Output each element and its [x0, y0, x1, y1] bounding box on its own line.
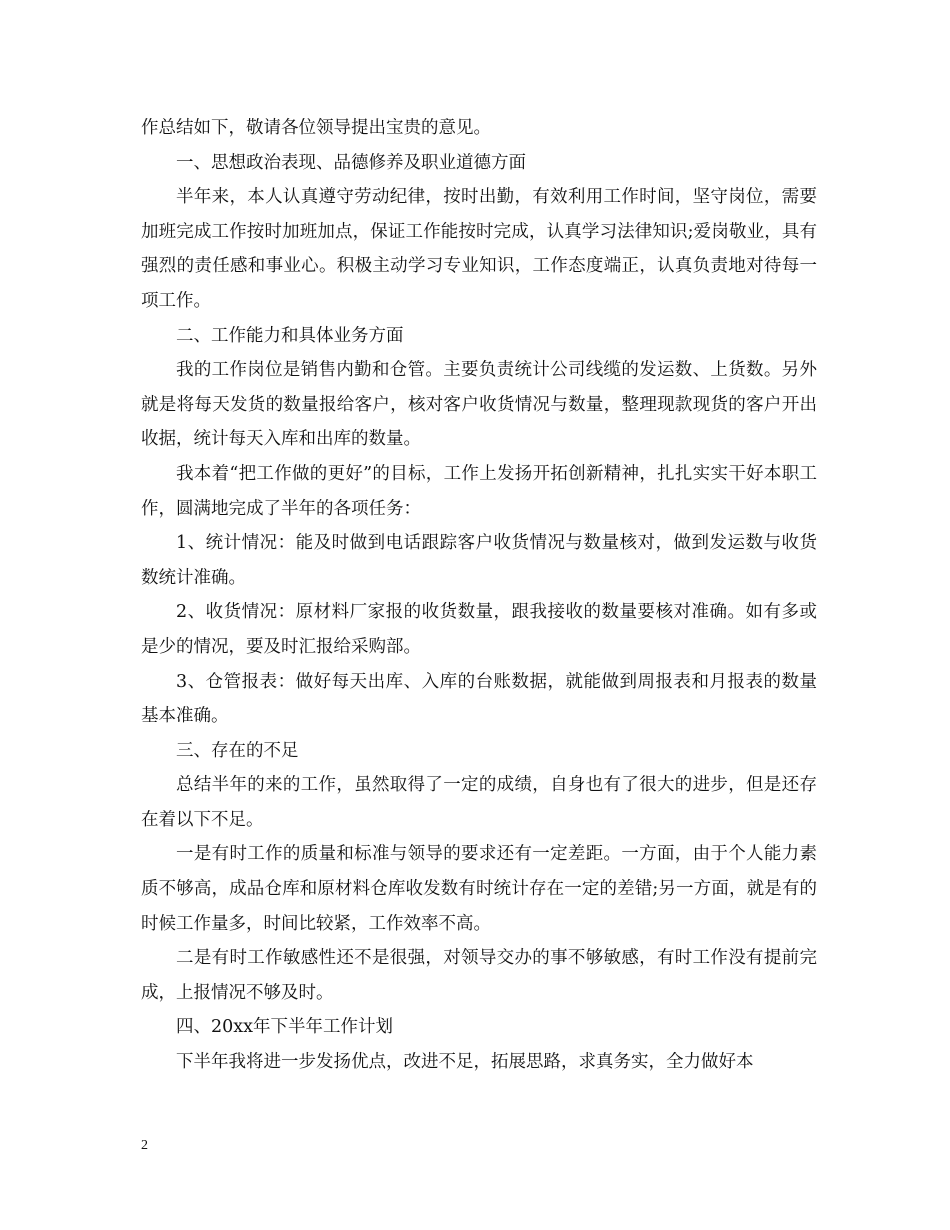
- paragraph-0: 作总结如下，敬请各位领导提出宝贵的意见。: [141, 118, 491, 138]
- paragraph-14: 下半年我将进一步发扬优点，改进不足，拓展思路，求真务实，全力做好本: [176, 1052, 754, 1073]
- paragraph-5: 我本着“把工作做的更好”的目标，工作上发扬开拓创新精神，扎扎实实干好本职工作，圆满地完成了半年的各项任务：: [141, 463, 817, 519]
- section-heading-4: 四、20xx年下半年工作计划: [176, 1017, 394, 1038]
- list-item-warehouse-report: 3、仓管报表：做好每天出库、入库的台账数据，就能做到周报表和月报表的数量基本准确。: [141, 671, 817, 727]
- page-number: 2: [141, 1138, 148, 1153]
- paragraph-4: 我的工作岗位是销售内勤和仓管。主要负责统计公司线缆的发运数、上货数。另外就是将每天发货的数量报给客户，核对客户收货情况与数量，整理现款现货的客户开出收据，统计每天入库和出库的数量。: [141, 360, 817, 450]
- paragraph-12: 二是有时工作敏感性还不是很强，对领导交办的事不够敏感，有时工作没有提前完成，上报情况不够及时。: [141, 948, 817, 1003]
- paragraph-11: 一是有时工作的质量和标准与领导的要求还有一定差距。一方面，由于个人能力素质不够高，成品仓库和原材料仓库收发数有时统计存在一定的差错;另一方面，就是有的时候工作量多，时间比较紧，工作效率不高。: [141, 844, 817, 934]
- section-heading-2: 二、工作能力和具体业务方面: [176, 325, 404, 346]
- section-heading-1: 一、思想政治表现、品德修养及职业道德方面: [176, 152, 526, 173]
- paragraph-10: 总结半年的来的工作，虽然取得了一定的成绩，自身也有了很大的进步，但是还存在着以下不足。: [141, 775, 817, 830]
- list-item-receiving: 2、收货情况：原材料厂家报的收货数量，跟我接收的数量要核对准确。如有多或是少的情况，要及时汇报给采购部。: [141, 602, 817, 657]
- section-heading-3: 三、存在的不足: [176, 740, 299, 761]
- paragraph-2: 半年来，本人认真遵守劳动纪律，按时出勤，有效利用工作时间，坚守岗位，需要加班完成工作按时加班加点，保证工作能按时完成，认真学习法律知识;爱岗敬业，具有强烈的责任感和事业心。积极主动学习专业知识，工作态度端正，认真负责地对待每一项工作。: [141, 187, 817, 311]
- list-item-statistics: 1、统计情况：能及时做到电话跟踪客户收货情况与数量核对，做到发运数与收货数统计准确。: [141, 533, 817, 588]
- document-body: [141, 111, 817, 1080]
